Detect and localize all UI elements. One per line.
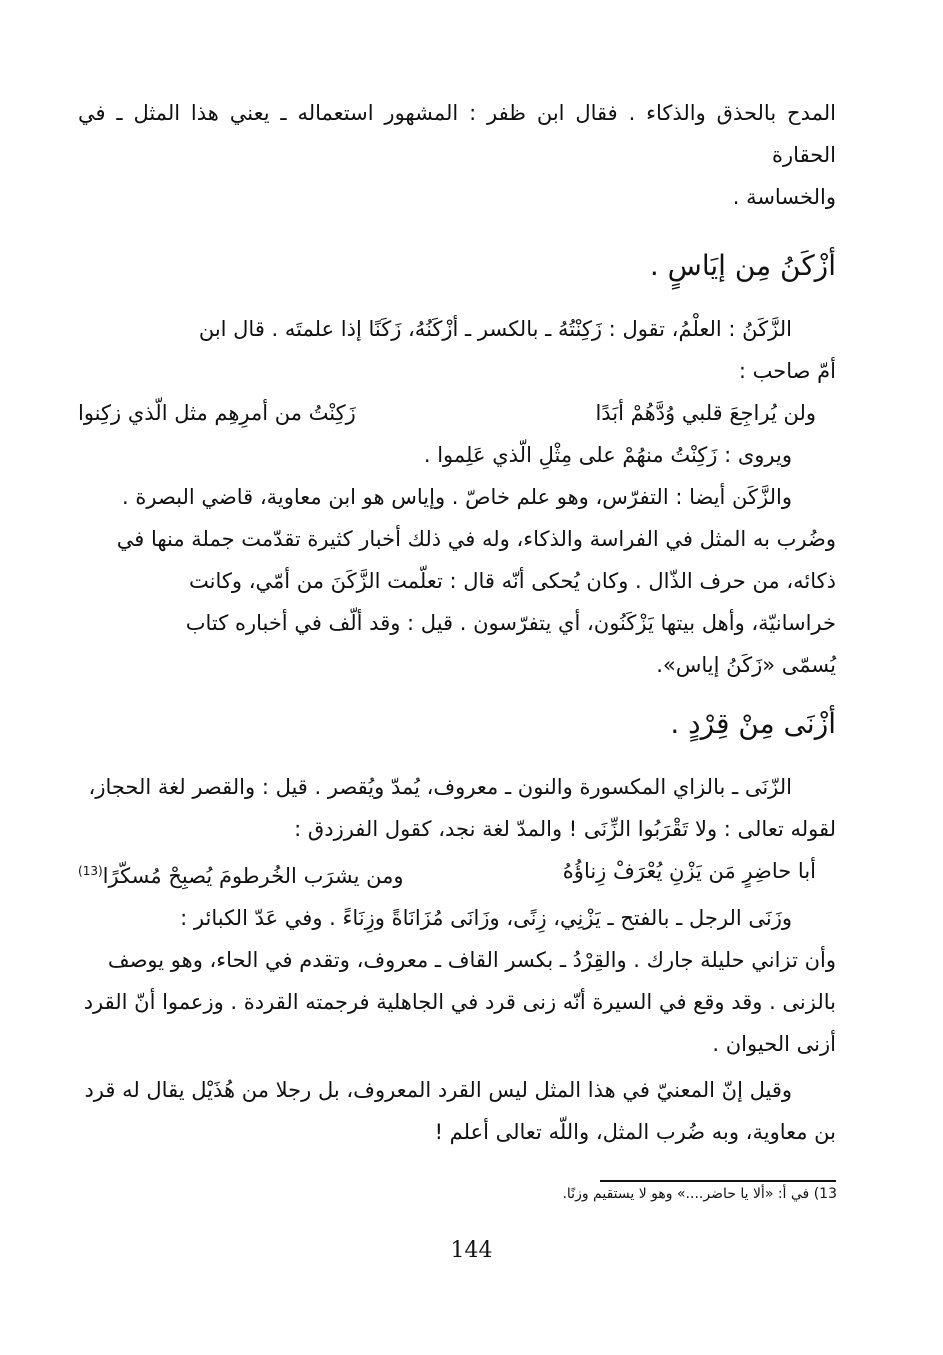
paragraph-line: والزَّكَن أيضا : التفرّس، وهو علم خاصّ . وإياس هو ابن معاوية، قاضي البصرة . <box>122 485 792 509</box>
entry-heading-azkan: أزْكَنُ مِن إيَاسٍ . <box>649 249 836 282</box>
entry-heading-azna: أزْنَى مِنْ قِرْدٍ . <box>670 707 836 740</box>
paragraph-line: الزّنَى ـ بالزاي المكسورة والنون ـ معروف، يُمدّ ويُقصر . قيل : والقصر لغة الحجاز، <box>88 775 792 799</box>
paragraph-line: بالزنى . وقد وقع في السيرة أنّه زنى قرد في الجاهلية فرجمته القردة . وزعموا أنّ القرد <box>83 990 836 1014</box>
paragraph-line: وقيل إنّ المعنيّ في هذا المثل ليس القرد المعروف، بل رجلا من هُذَيْل يقال له قرد <box>84 1078 792 1102</box>
verse-hemistich-first: أبا حاضِرٍ مَن يَزْنِ يُعْرَفْ زِناؤُهُ <box>562 859 816 883</box>
intro-line-1: المدح بالحذق والذكاء . فقال ابن ظفر : المشهور استعماله ـ يعني هذا المثل ـ في الحقارة <box>78 101 836 167</box>
paragraph-line: وأن تزاني حليلة جارك . والقِرْدُ ـ بكسر القاف ـ معروف، وتقدم في الحاء، وهو يوصف <box>107 948 836 972</box>
verse-hemistich-first: ولن يُراجِعَ قلبي وُدَّهُمْ أبَدًا <box>595 401 816 425</box>
paragraph-line: وزَنَى الرجل ـ بالفتح ـ يَزْنِي، زِنًى، وزَانَى مُزَانَاةً وزِنَاءً . وفي عَدّ الكبائر : <box>180 906 792 930</box>
paragraph-line: أمّ صاحب : <box>738 359 836 383</box>
paragraph-line: خراسانيّة، وأهل بيتها يَزْكَنُون، أي يتفرّسون . قيل : وقد ألّف في أخباره كتاب <box>185 611 836 635</box>
poem-verse <box>78 850 836 897</box>
paragraph-line: وضُرب به المثل في الفراسة والذكاء، وله في ذلك أخبار كثيرة تقدّمت جملة منها في <box>116 527 836 551</box>
paragraph-line: بن معاوية، وبه ضُرب المثل، واللّه تعالى أعلم ! <box>434 1120 836 1144</box>
paragraph-line: ويروى : زَكِنْتُ منهُمْ على مِثْلِ الّذي عَلِموا . <box>423 443 792 467</box>
paragraph-line: الزَّكَنُ : العلْمُ، تقول : زَكِنْتُهُ ـ بالكسر ـ أزْكَنُهُ، زَكَنًا إذا علمتَه . قال ابن <box>198 317 792 341</box>
paragraph-line: أزنى الحيوان . <box>712 1032 836 1056</box>
paragraph-line: يُسمّى «زَكَنُ إياس». <box>656 653 836 677</box>
verse-hemistich-second: زَكِنْتُ من أمرِهِم مثل الّذي زكِنوا <box>78 401 356 425</box>
poem-verse <box>78 392 836 434</box>
paragraph-line: ذكائه، من حرف الذّال . وكان يُحكى أنّه قال : تعلّمت الزَّكَنَ من أمّي، وكانت <box>189 569 836 593</box>
footnote-marker: (13) <box>78 864 103 878</box>
page-number: 144 <box>450 1238 493 1263</box>
footnote: 13) في أ: «ألا يا حاضر....» وهو لا يستقيم وزنًا. <box>562 1186 837 1202</box>
intro-line-2: والخساسة . <box>732 185 836 209</box>
verse-hemistich-second <box>78 850 404 897</box>
page-body <box>78 92 836 1153</box>
verse-text: ومن يشرَب الخُرطومَ يُصبِحْ مُسكّرًا <box>102 864 404 888</box>
paragraph-line: لقوله تعالى : ولا تَقْرَبُوا الزِّنَى ! والمدّ لغة نجد، كقول الفرزدق : <box>294 817 836 841</box>
